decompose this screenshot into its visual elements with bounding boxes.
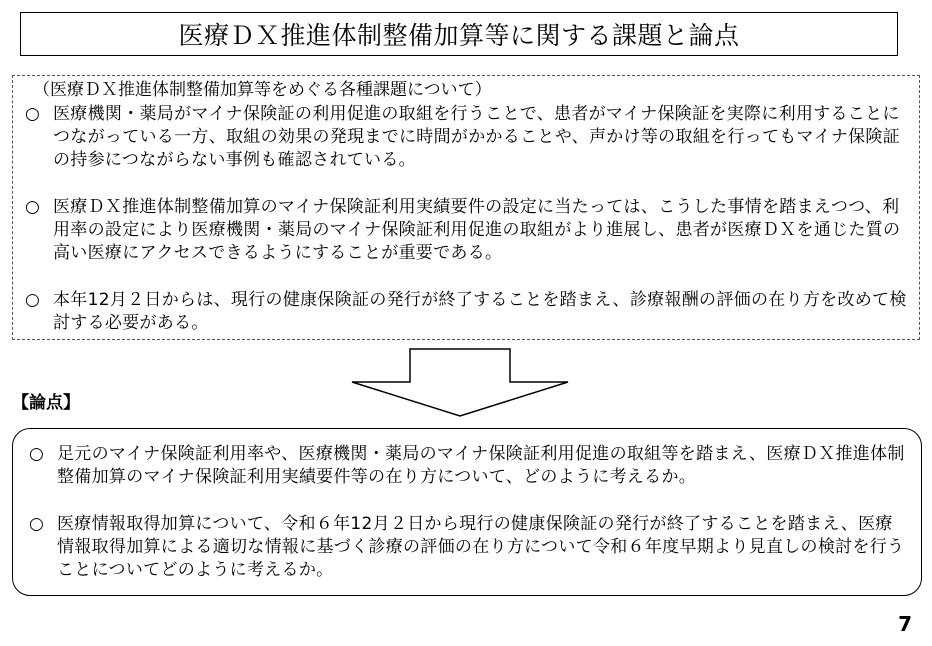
down-arrow-icon — [350, 348, 570, 418]
issue-text: 医療機関・薬局がマイナ保険証の利用促進の取組を行うことで、患者がマイナ保険証を実際に利用することにつながっている一方、取組の効果の発現までに時間がかかることや、声かけ等の取組を行ってもマイナ保険証の持参につながらない事例も確認されている。 — [53, 104, 901, 170]
bullet-circle-icon: ○ — [25, 290, 40, 310]
bullet-circle-icon: ○ — [25, 104, 40, 124]
issue-item — [23, 196, 909, 265]
bullet-circle-icon: ○ — [29, 514, 44, 534]
points-box — [12, 428, 922, 596]
point-text: 医療情報取得加算について、令和６年12月２日から現行の健康保険証の発行が終了することを踏まえ、医療情報取得加算による適切な情報に基づく診療の評価の在り方について令和６年度早期より見直しの検討を行うことについてどのように考えるか。 — [57, 514, 905, 580]
issue-text: 医療ＤＸ推進体制整備加算のマイナ保険証利用実績要件の設定に当たっては、こうした事情を踏まえつつ、利用率の設定により医療機関・薬局のマイナ保険証利用促進の取組がより進展し、患者が医療ＤＸを通じた質の高い医療にアクセスできるようにすることが重要である。 — [53, 197, 901, 263]
points-label: 【論点】 — [12, 393, 80, 413]
bullet-circle-icon: ○ — [29, 444, 44, 464]
issue-text: 本年12月２日からは、現行の健康保険証の発行が終了することを踏まえ、診療報酬の評価の在り方を改めて検討する必要がある。 — [53, 290, 907, 333]
page-title: 医療ＤＸ推進体制整備加算等に関する課題と論点 — [178, 21, 740, 50]
point-item — [27, 513, 909, 582]
point-text: 足元のマイナ保険証利用率や、医療機関・薬局のマイナ保険証利用促進の取組等を踏まえ、医療ＤＸ推進体制整備加算のマイナ保険証利用実績要件等の在り方について、どのように考えるか。 — [57, 444, 905, 487]
issue-item — [23, 103, 909, 172]
point-item — [27, 443, 909, 489]
bullet-circle-icon: ○ — [25, 197, 40, 217]
issues-header: （医療ＤＸ推進体制整備加算等をめぐる各種課題について） — [33, 80, 492, 100]
page-title-box — [20, 12, 898, 56]
issues-box — [12, 75, 920, 340]
issue-item — [23, 289, 909, 335]
page-number: 7 — [898, 612, 912, 636]
